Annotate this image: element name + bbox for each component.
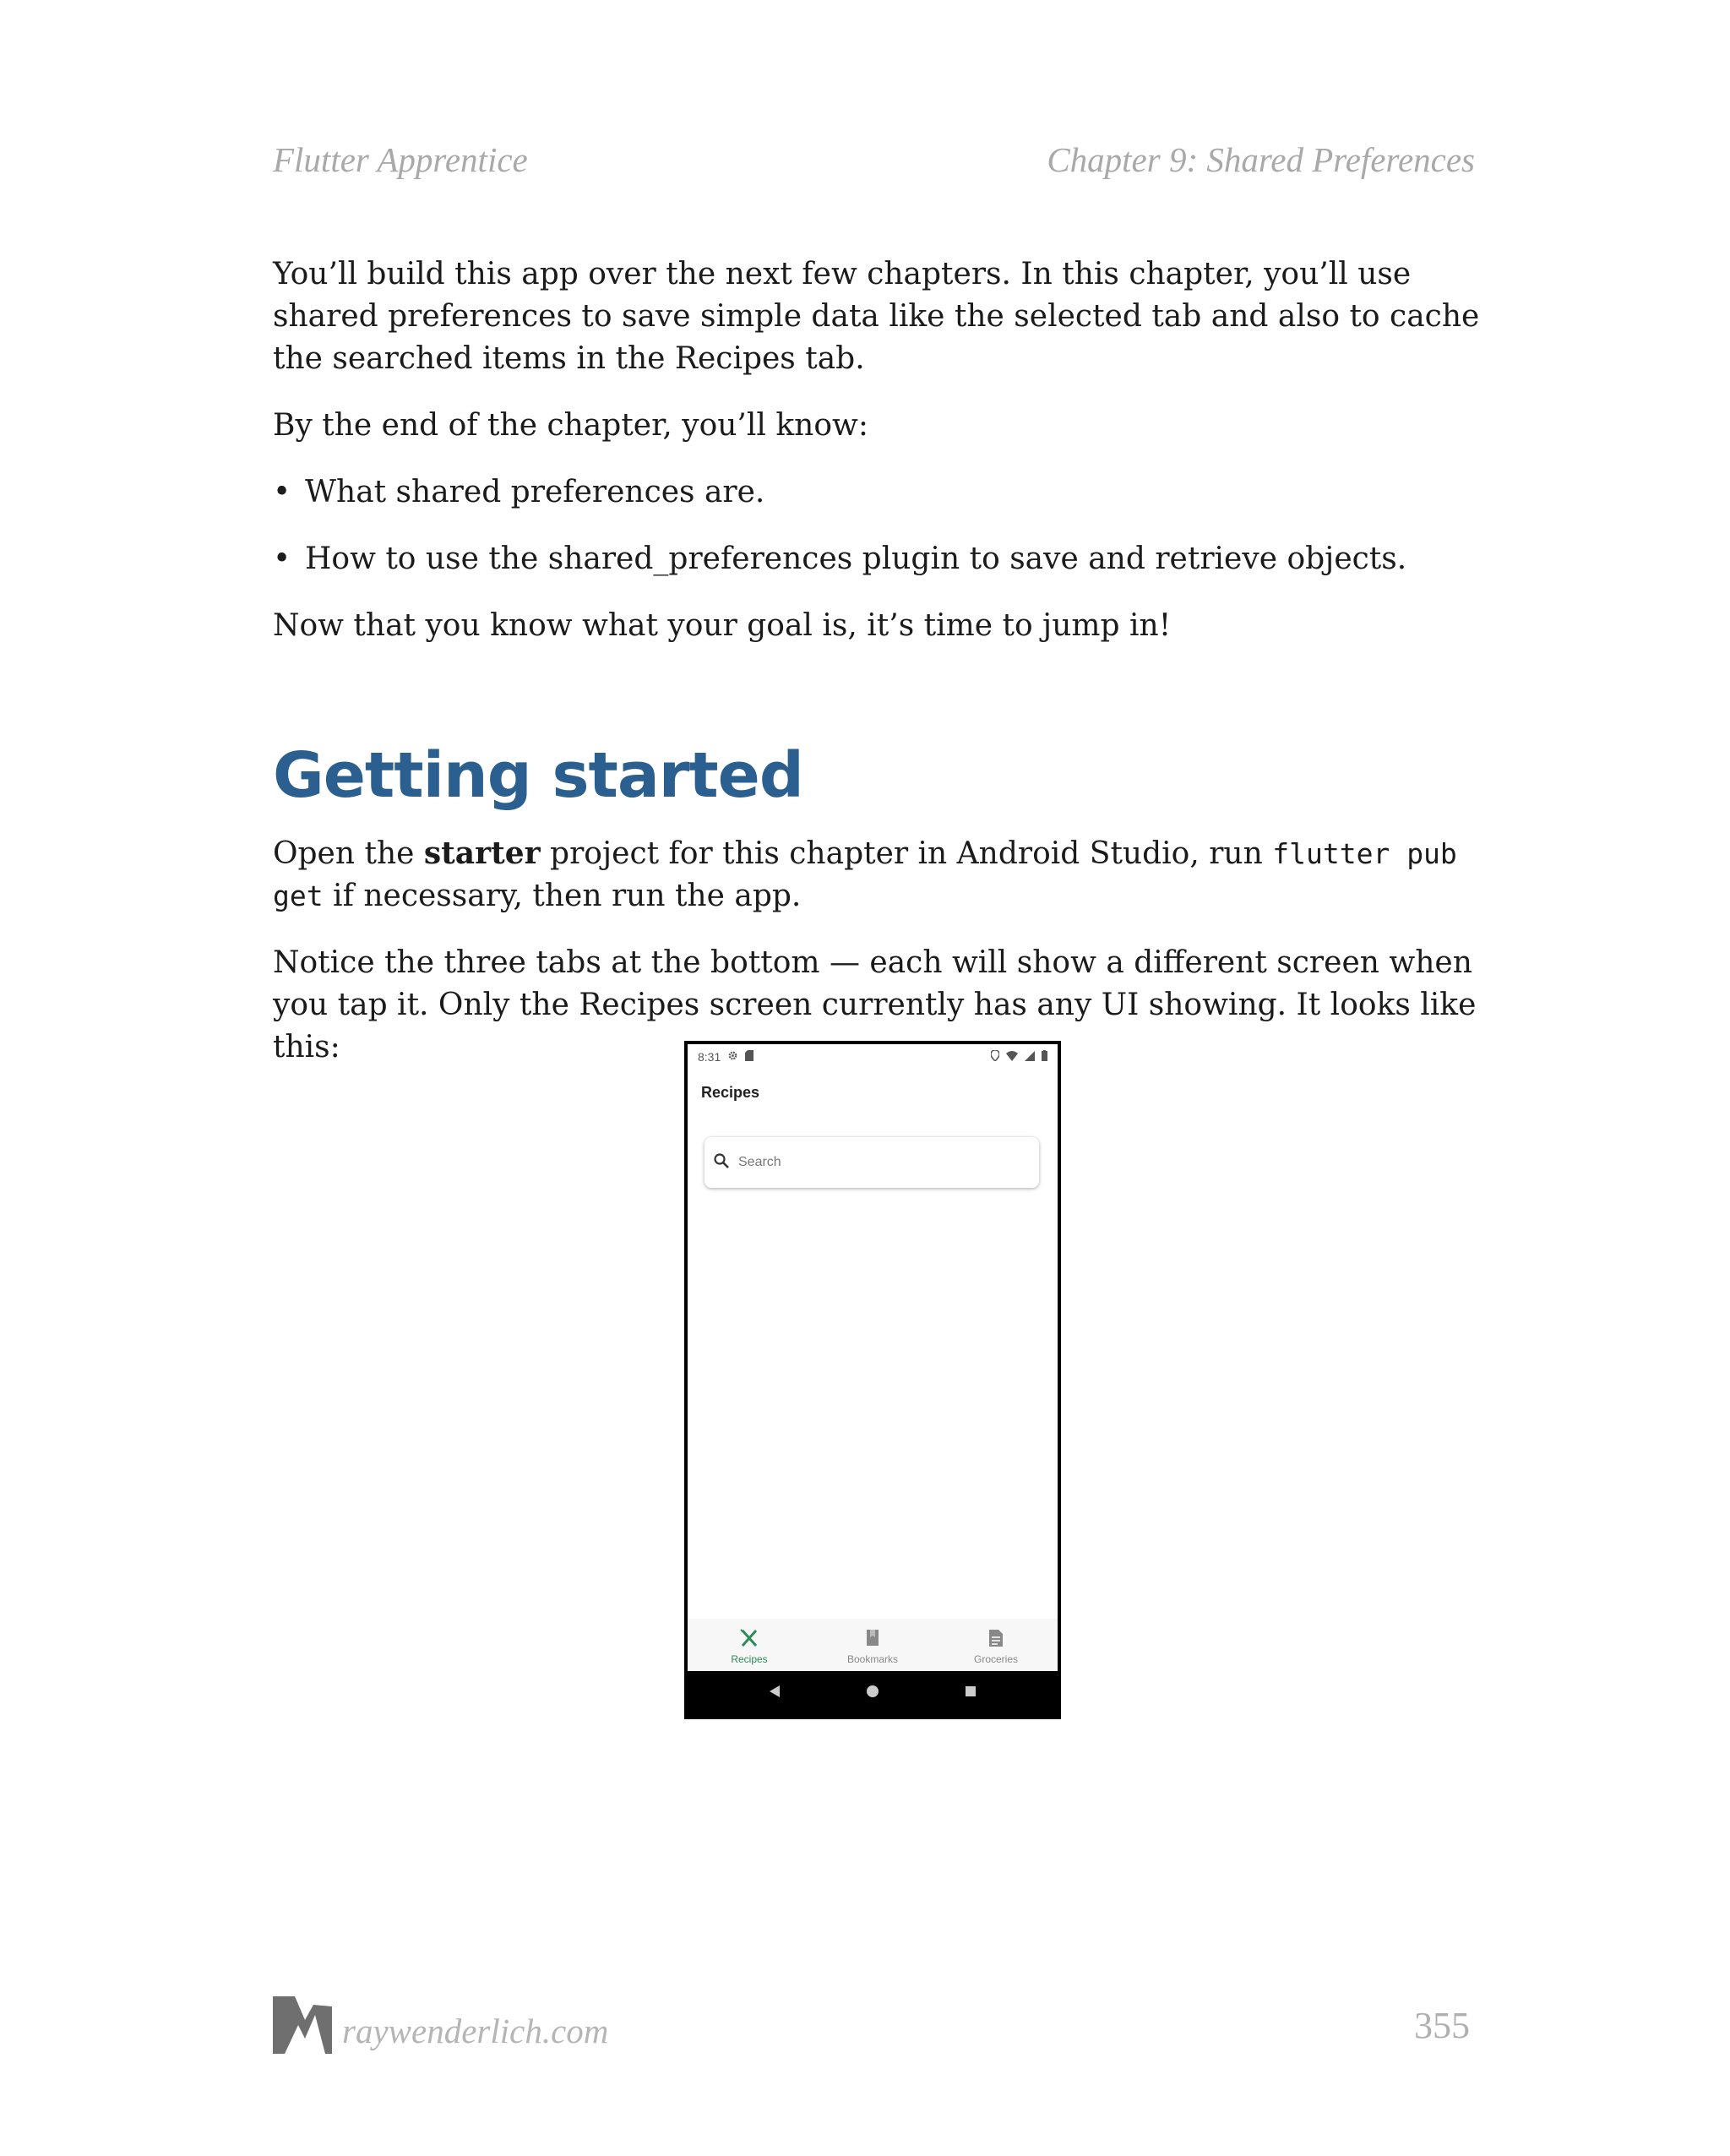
tabs-paragraph: Notice the three tabs at the bottom — each will show a different screen when you tap it. Only the Recipes screen currently has any UI showing. It looks like this:: [273, 945, 1477, 1064]
page-number: 355: [1414, 2005, 1470, 2046]
tab-label: Bookmarks: [846, 1652, 899, 1665]
battery-icon: [1042, 1050, 1047, 1064]
wifi-icon: [1006, 1050, 1018, 1064]
search-icon: [713, 1152, 730, 1173]
tab-recipes[interactable]: [703, 1629, 796, 1665]
gear-icon: [727, 1050, 738, 1064]
running-head: [273, 139, 1475, 180]
search-input[interactable]: [705, 1137, 1039, 1188]
tab-groceries[interactable]: [949, 1629, 1042, 1665]
sim-icon: [745, 1050, 753, 1064]
starter-paragraph: [273, 832, 1481, 917]
text-run: if necessary, then run the app.: [323, 879, 802, 913]
list-item: • How to use the shared_preferences plugin to save and retrieve objects.: [273, 538, 1481, 580]
transition-paragraph: Now that you know what your goal is, it’s time to jump in!: [273, 608, 1172, 643]
system-navigation-bar: [688, 1671, 1058, 1716]
back-icon[interactable]: [768, 1685, 781, 1702]
app-bar-title: Recipes: [701, 1084, 760, 1101]
status-bar: [688, 1044, 1058, 1070]
home-icon[interactable]: [866, 1685, 879, 1702]
list-item: • What shared preferences are.: [273, 471, 1481, 514]
book-title: Flutter Apprentice: [273, 140, 528, 179]
bold-term: starter: [423, 836, 541, 871]
list-icon: [988, 1629, 1004, 1652]
tab-label: Recipes: [731, 1652, 768, 1665]
location-icon: [991, 1050, 999, 1064]
text-run: Open the: [273, 836, 424, 871]
chapter-title: Chapter 9: Shared Preferences: [1047, 140, 1475, 179]
status-time: 8:31: [698, 1050, 721, 1064]
phone-screenshot: [684, 1041, 1061, 1719]
bottom-navigation: [688, 1619, 1058, 1674]
lead-paragraph: By the end of the chapter, you’ll know:: [273, 408, 868, 443]
intro-paragraph: You’ll build this app over the next few chapters. In this chapter, you’ll use shared preferences to save simple data like the selected tab and also to cache the searched items in the Recipes tab.: [273, 257, 1480, 376]
page-content: [273, 253, 1481, 1093]
section-heading: Getting started: [273, 739, 803, 812]
tab-bookmarks[interactable]: [826, 1629, 919, 1665]
cutlery-icon: [739, 1629, 759, 1652]
recents-icon[interactable]: [964, 1685, 977, 1702]
raywenderlich-logo: [273, 1995, 332, 2054]
footer-site[interactable]: raywenderlich.com: [342, 2012, 609, 2050]
bookmark-icon: [864, 1629, 881, 1652]
inline-code: flutter pub get: [273, 837, 1457, 912]
text-run: project for this chapter in Android Studio, run: [540, 836, 1273, 871]
bullet-list: [273, 471, 1481, 580]
signal-icon: [1025, 1050, 1035, 1064]
search-placeholder: Search: [738, 1155, 781, 1169]
tab-label: Groceries: [973, 1652, 1018, 1665]
